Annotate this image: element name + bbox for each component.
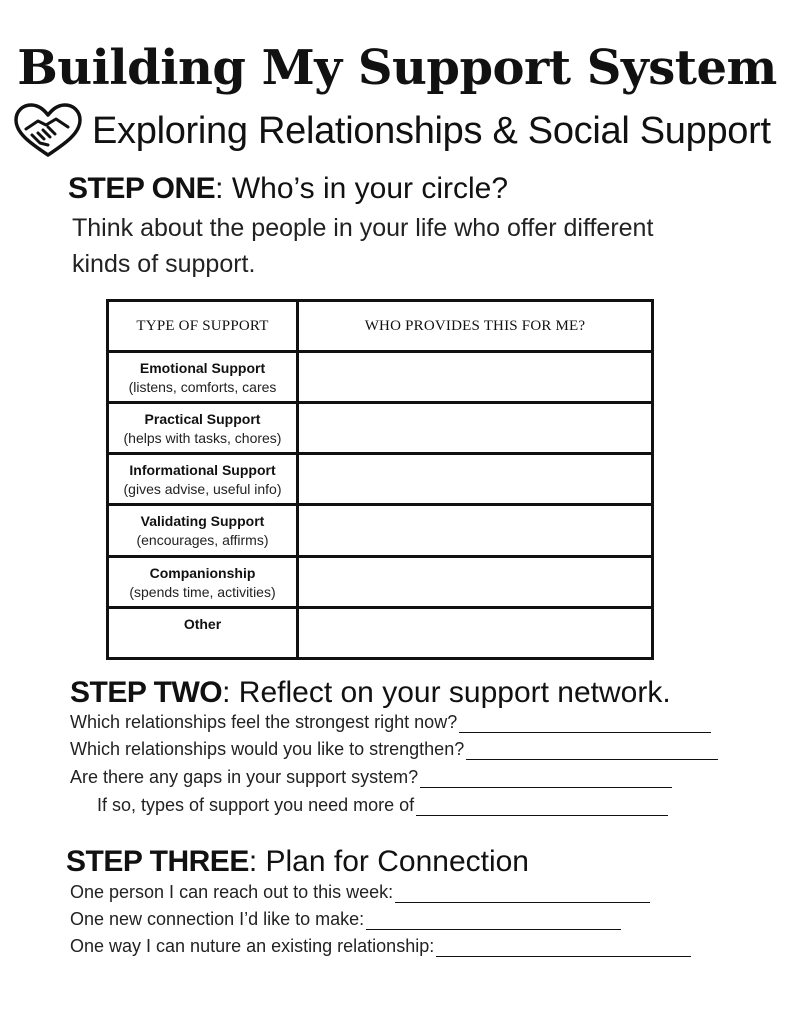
- question-text: Which relationships feel the strongest right now?: [70, 712, 458, 732]
- who-provides-cell[interactable]: [298, 454, 653, 505]
- step-two-question-2: [70, 739, 718, 760]
- step-one-title: : Who’s in your circle?: [215, 172, 509, 205]
- who-provides-cell[interactable]: [298, 556, 653, 607]
- question-text: Which relationships would you like to strengthen?: [70, 739, 465, 759]
- support-type-cell: [108, 352, 298, 403]
- question-text: One person I can reach out to this week:: [70, 882, 394, 902]
- support-type-cell: [108, 556, 298, 607]
- step-two-label: STEP TWO: [70, 676, 223, 709]
- page-title: Building My Support System: [17, 40, 777, 96]
- step-three-title: : Plan for Connection: [248, 845, 529, 878]
- who-provides-cell[interactable]: [298, 505, 653, 556]
- step-one-intro: Think about the people in your life who offer different kinds of support.: [72, 214, 654, 278]
- header-who-provides: WHO PROVIDES THIS FOR ME?: [298, 301, 653, 352]
- header-type-of-support: TYPE OF SUPPORT: [108, 301, 298, 352]
- support-type-cell: [108, 454, 298, 505]
- step-three-question-1: [70, 882, 650, 903]
- support-type-description: (helps with tasks, chores): [123, 430, 282, 447]
- step-one-label: STEP ONE: [68, 172, 216, 205]
- question-text: One way I can nuture an existing relationship:: [70, 936, 435, 956]
- support-type-description: (listens, comforts, cares: [128, 379, 277, 395]
- table-row: [108, 454, 653, 505]
- question-text: Are there any gaps in your support system?: [70, 767, 419, 787]
- answer-blank[interactable]: [416, 798, 668, 816]
- support-type-description: (spends time, activities): [129, 583, 276, 600]
- support-type-label: Validating Support: [140, 513, 265, 530]
- answer-blank[interactable]: [395, 885, 650, 903]
- table-row: [108, 505, 653, 556]
- answer-blank[interactable]: [366, 912, 621, 930]
- answer-blank[interactable]: [466, 742, 718, 760]
- table-row: [108, 403, 653, 454]
- answer-blank[interactable]: [420, 770, 672, 788]
- support-type-label: Companionship: [149, 564, 256, 581]
- support-type-description: (gives advise, useful info): [123, 481, 282, 498]
- support-type-label: Emotional Support: [139, 360, 266, 376]
- support-type-label: Informational Support: [129, 462, 276, 479]
- step-three-question-2: [70, 909, 621, 930]
- support-type-label: Other: [183, 615, 222, 632]
- support-type-description: (encourages, affirms): [136, 532, 269, 549]
- step-two-title: : Reflect on your support network.: [222, 676, 671, 709]
- heart-handshake-icon: [12, 103, 84, 159]
- table-row: [108, 607, 653, 658]
- table-header-row: [108, 301, 653, 352]
- step-two-question-1: [70, 712, 711, 733]
- step-two-heading: [70, 676, 671, 710]
- answer-blank[interactable]: [436, 939, 691, 957]
- page-subtitle: Exploring Relationships & Social Support: [92, 109, 771, 152]
- question-text: One new connection I’d like to make:: [70, 909, 365, 929]
- step-three-label: STEP THREE: [66, 845, 249, 878]
- who-provides-cell[interactable]: [298, 607, 653, 658]
- subtitle-row: [12, 103, 771, 159]
- support-type-cell: [108, 505, 298, 556]
- support-type-cell: [108, 403, 298, 454]
- step-two-question-3: [70, 767, 672, 788]
- table-row: [108, 556, 653, 607]
- answer-blank[interactable]: [459, 715, 711, 733]
- who-provides-cell[interactable]: [298, 403, 653, 454]
- support-type-label: Practical Support: [144, 411, 261, 428]
- support-type-cell: [108, 607, 298, 658]
- step-two-question-4: [97, 795, 668, 816]
- step-three-question-3: [70, 936, 691, 957]
- support-table: [106, 299, 654, 660]
- table-row: [108, 352, 653, 403]
- question-text: If so, types of support you need more of: [97, 795, 415, 815]
- step-three-heading: [66, 845, 529, 879]
- who-provides-cell[interactable]: [298, 352, 653, 403]
- step-one-heading: [68, 172, 508, 206]
